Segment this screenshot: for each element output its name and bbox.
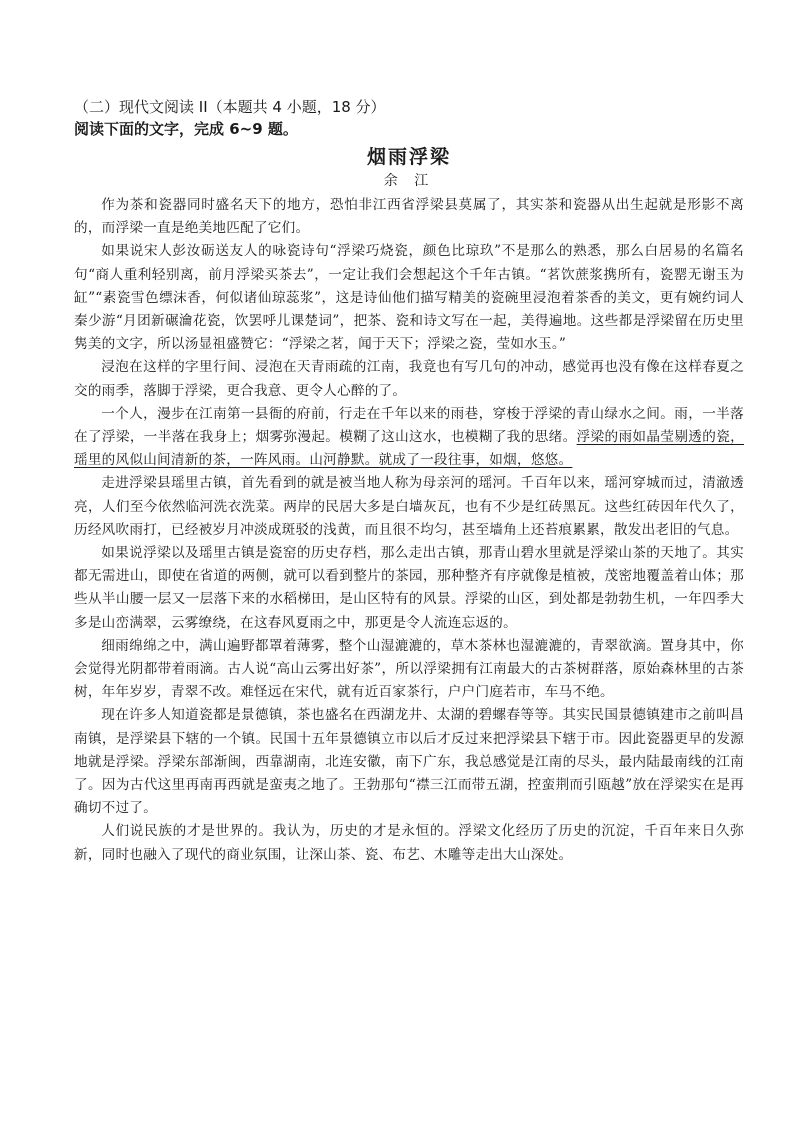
paragraph-6: 如果说浮梁以及瑶里古镇是瓷窑的历史存档，那么走出古镇，那青山碧水里就是浮梁山茶的天地了。其实都无需进山，即使在省道的两侧，就可以看到整片的茶园，那种整齐有序就像是植被，茂密地覆盖着山体；那些从半山腰一层又一层落下来的水稻梯田，是山区特有的风景。浮梁的山区，到处都是勃勃生机，一年四季大多是山峦满翠，云雾缭绕，在这春风夏雨之中，那更是令人流连忘返的。 — [74, 545, 744, 631]
exam-page — [74, 96, 744, 867]
paragraph-5: 走进浮梁县瑶里古镇，首先看到的就是被当地人称为母亲河的瑶河。千百年以来，瑶河穿城而过，清澈透亮，人们至今依然临河洗衣洗菜。两岸的民居大多是白墙灰瓦，也有不少是红砖黑瓦。这些红砖因年代久了，历经风吹雨打，已经被岁月冲淡成斑驳的浅黄，而且很不均匀，甚至墙角上还苔痕累累，散发出老旧的气息。 — [74, 475, 744, 538]
paragraph-8: 现在许多人知道瓷都是景德镇，茶也盛名在西湖龙井、太湖的碧螺春等等。其实民国景德镇建市之前叫昌南镇，是浮梁县下辖的一个镇。民国十五年景德镇立市以后才反过来把浮梁县下辖于市。因此瓷器更早的发源地就是浮梁。浮梁东部渐闽，西靠湖南，北连安徽，南下广东，我总感觉是江南的尽头，最内陆最南线的江南了。因为古代这里再南再西就是蛮夷之地了。王勃那句“襟三江而带五湖，控蛮荆而引瓯越”放在浮梁实在是再确切不过了。 — [74, 707, 744, 817]
article-author: 余 江 — [383, 173, 435, 189]
paragraph-7: 细雨绵绵之中，满山遍野都罩着薄雾，整个山湿漉漉的，草木茶林也湿漉漉的，青翠欲滴。置身其中，你会觉得光阴都带着雨滴。古人说“高山云雾出好茶”，所以浮梁拥有江南最大的古茶树群落，原始森林里的古茶树，年年岁岁，青翠不改。难怪远在宋代，就有近百家茶行，户户门庭若市，车马不绝。 — [74, 637, 744, 701]
paragraph-9: 人们说民族的才是世界的。我认为，历史的才是永恒的。浮梁文化经历了历史的沉淀，千百年来日久弥新，同时也融入了现代的商业氛围，让深山茶、瓷、布艺、木雕等走出大山深处。 — [74, 823, 744, 863]
article — [74, 144, 744, 867]
paragraph-4 — [74, 403, 744, 473]
paragraph-1: 作为茶和瓷器同时盛名天下的地方，恐怕非江西省浮梁县莫属了，其实茶和瓷器从出生起就是形影不离的，而浮梁一直是绝美地匹配了它们。 — [74, 197, 744, 237]
paragraph-4-text: 一个人，漫步在江南第一县衙的府前，行走在千年以来的雨巷，穿梭于浮梁的青山绿水之间。雨，一半落在了浮梁，一半落在我身上；烟雾弥漫起。模糊了这山这水，也模糊了我的思绪。 — [74, 405, 744, 446]
underlined-sentence: 浮梁的雨如晶莹剔透的瓷，瑶里的风似山间清新的茶，一阵风雨。山河静默。就成了一段往事，如烟，悠悠。 — [74, 429, 745, 469]
paragraph-3: 浸泡在这样的字里行间、浸泡在天青雨疏的江南，我竟也有写几句的冲动，感觉再也没有像在这样春夏之交的雨季，落脚于浮梁，更合我意、更令人心醉的了。 — [74, 359, 744, 399]
section-header: （二）现代文阅读 II（本题共 4 小题，18 分） — [74, 98, 386, 116]
paragraph-2: 如果说宋人彭汝砺送友人的咏瓷诗句“浮梁巧烧瓷，颜色比琼玖”不是那么的熟悉，那么白居易的名篇名句“商人重利轻别离，前月浮梁买茶去”，一定让我们会想起这个千年古镇。“茗饮蔗浆携所有，瓷罂无谢玉为缸”“素瓷雪色缥沫香，何似诸仙琼蕊浆”，这是诗仙他们描写精美的瓷碗里浸泡着茶香的美文，更有婉约词人秦少游“月团新碾瀹花瓷，饮罢呼儿课楚词”，把茶、瓷和诗文写在一起，美得遍地。这些都是浮梁留在历史里隽美的文字，所以汤显祖盛赞它：“浮梁之茗，闻于天下；浮梁之瓷，莹如水玉。” — [74, 243, 744, 353]
article-title: 烟雨浮梁 — [366, 146, 451, 168]
reading-instruction: 阅读下面的文字，完成 6~9 题。 — [74, 120, 298, 138]
